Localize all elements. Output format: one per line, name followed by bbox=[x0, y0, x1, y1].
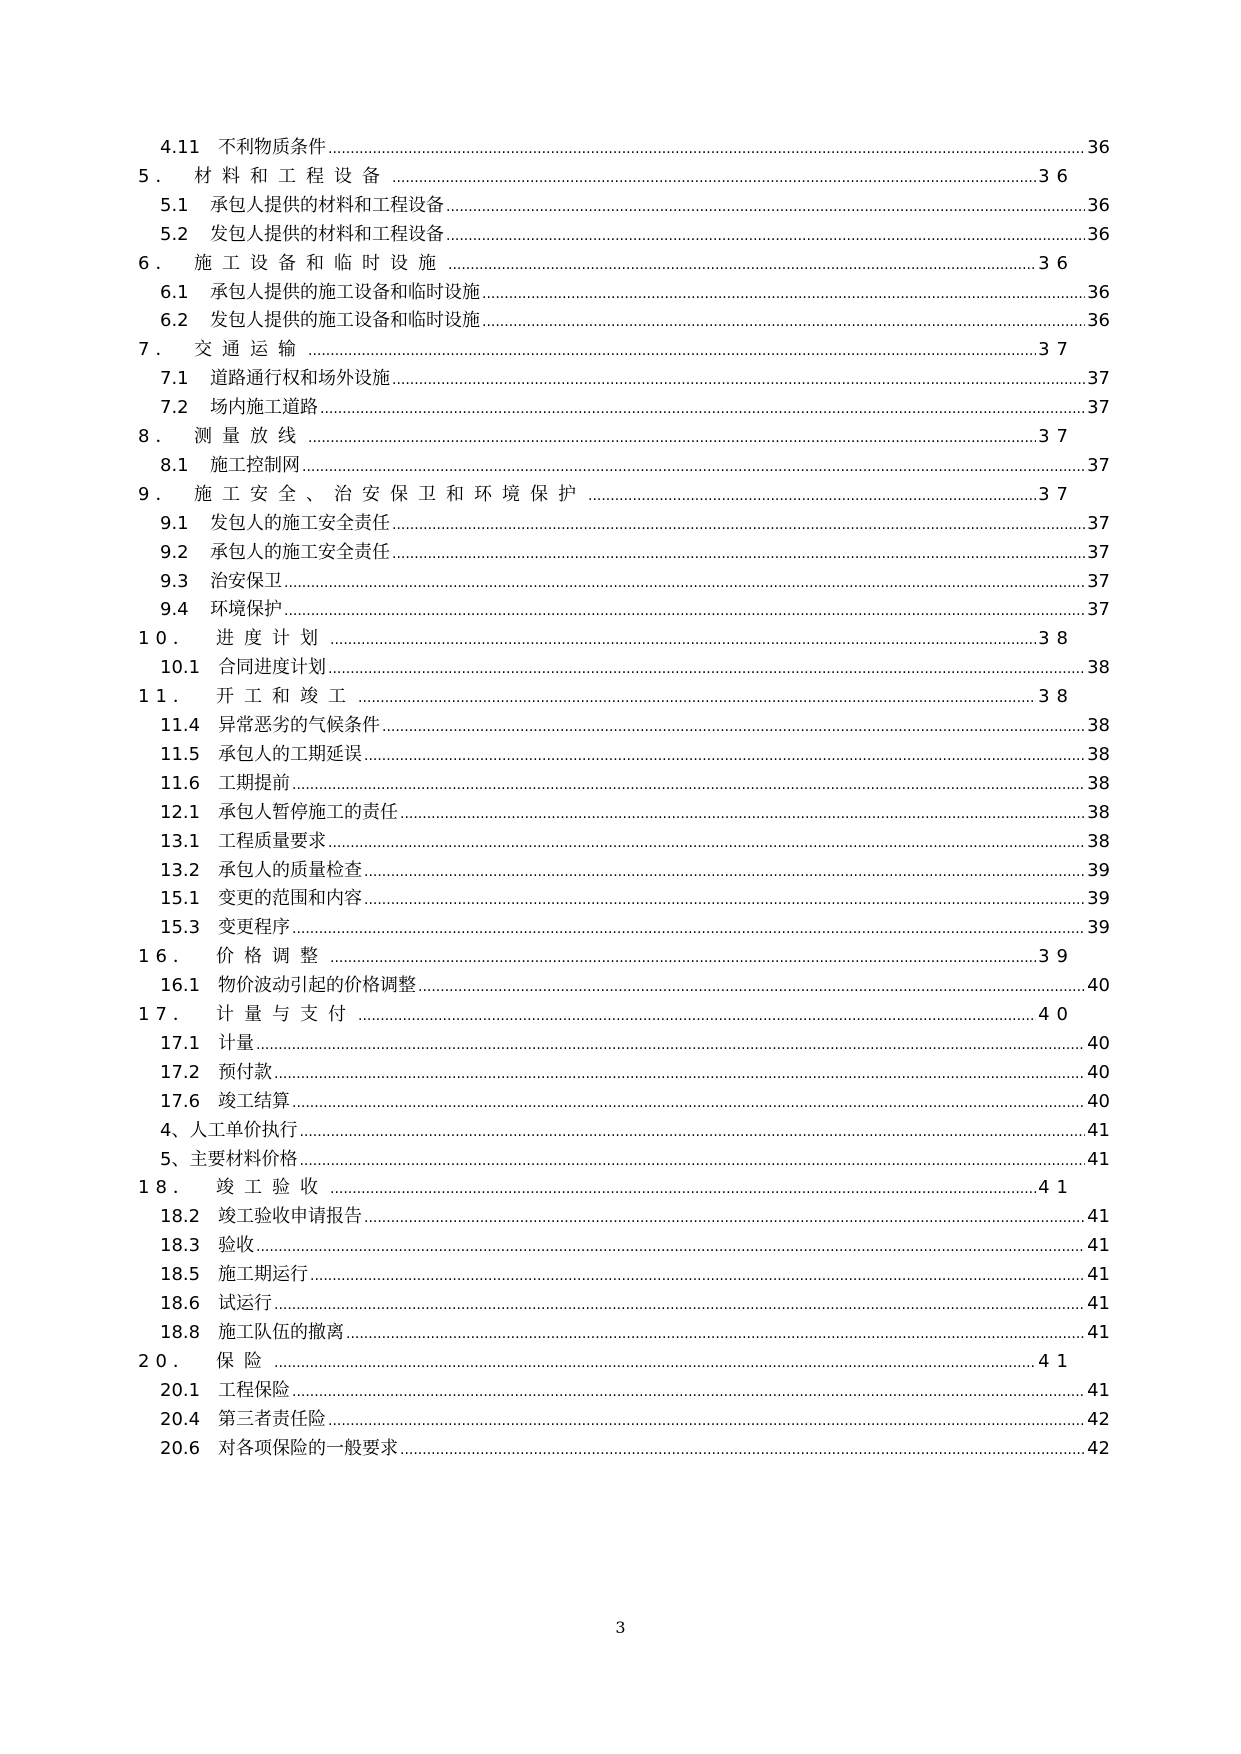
toc-entry-page: 39 bbox=[1038, 946, 1075, 968]
toc-dot-leader bbox=[392, 165, 1036, 191]
toc-dot-leader bbox=[588, 483, 1036, 509]
toc-entry[interactable] bbox=[160, 858, 1110, 884]
toc-dot-leader bbox=[330, 945, 1036, 971]
toc-entry-number: 5.1 bbox=[160, 194, 189, 216]
toc-entry-page: 38 bbox=[1087, 772, 1110, 794]
toc-entry[interactable] bbox=[160, 1204, 1110, 1230]
toc-entry-page: 36 bbox=[1087, 223, 1110, 245]
toc-entry[interactable] bbox=[160, 1031, 1110, 1057]
toc-entry[interactable] bbox=[138, 424, 1075, 450]
toc-dot-leader bbox=[382, 714, 1085, 740]
toc-entry[interactable] bbox=[138, 1175, 1075, 1201]
toc-dot-leader bbox=[448, 252, 1036, 278]
toc-entry-number: 15.1 bbox=[160, 888, 201, 910]
toc-entry-number: 11.5 bbox=[160, 743, 201, 765]
toc-dot-leader bbox=[364, 859, 1085, 885]
toc-entry-title: 道路通行权和场外设施 bbox=[210, 368, 390, 390]
toc-dot-leader bbox=[292, 916, 1085, 942]
toc-entry[interactable] bbox=[160, 771, 1110, 797]
toc-entry-number: 16． bbox=[138, 946, 197, 968]
toc-dot-leader bbox=[256, 1032, 1085, 1058]
toc-entry-page: 36 bbox=[1038, 252, 1075, 274]
toc-entry-title: 承包人的质量检查 bbox=[218, 859, 362, 881]
toc-entry[interactable] bbox=[160, 1118, 1110, 1144]
toc-entry-number: 18． bbox=[138, 1177, 197, 1199]
toc-entry[interactable] bbox=[160, 280, 1110, 306]
toc-entry-title: 承包人暂停施工的责任 bbox=[218, 801, 398, 823]
toc-dot-leader bbox=[308, 425, 1036, 451]
toc-entry[interactable] bbox=[138, 251, 1075, 277]
toc-entry-title: 治安保卫 bbox=[210, 570, 282, 592]
toc-entry-number: 13.1 bbox=[160, 830, 201, 852]
toc-dot-leader bbox=[392, 367, 1085, 393]
toc-entry-page: 41 bbox=[1087, 1148, 1110, 1170]
toc-entry-number: 11.4 bbox=[160, 715, 201, 736]
toc-entry[interactable] bbox=[160, 742, 1110, 768]
toc-entry-number: 13.2 bbox=[160, 859, 201, 881]
toc-entry-page: 37 bbox=[1038, 426, 1075, 447]
toc-entry-number: 15.3 bbox=[160, 917, 201, 939]
toc-dot-leader bbox=[284, 570, 1085, 596]
toc-entry-title: 发包人提供的施工设备和临时设施 bbox=[210, 310, 480, 332]
toc-dot-leader bbox=[320, 396, 1085, 422]
toc-dot-leader bbox=[274, 1292, 1085, 1318]
toc-entry-number: 18.6 bbox=[160, 1293, 201, 1314]
toc-dot-leader bbox=[302, 454, 1085, 480]
toc-dot-leader bbox=[328, 1408, 1085, 1434]
toc-dot-leader bbox=[299, 1148, 1085, 1174]
toc-dot-leader bbox=[400, 801, 1085, 827]
toc-dot-leader bbox=[446, 194, 1085, 220]
page-number: 3 bbox=[615, 1618, 626, 1637]
toc-dot-leader bbox=[328, 136, 1085, 162]
toc-entry[interactable] bbox=[160, 453, 1110, 479]
toc-entry[interactable] bbox=[160, 395, 1110, 421]
toc-entry-number: 6.2 bbox=[160, 310, 189, 332]
toc-entry-page: 36 bbox=[1087, 194, 1110, 216]
toc-dot-leader bbox=[346, 1321, 1085, 1347]
toc-entry-number: 6.1 bbox=[160, 281, 189, 303]
toc-entry-title: 竣工验收申请报告 bbox=[218, 1206, 362, 1228]
toc-entry-number: 9.3 bbox=[160, 570, 189, 592]
toc-entry[interactable] bbox=[138, 1349, 1075, 1375]
toc-entry[interactable] bbox=[160, 366, 1110, 392]
toc-entry-title: 场内施工道路 bbox=[210, 397, 318, 419]
toc-entry-number: 16.1 bbox=[160, 975, 201, 997]
toc-entry-title: 环境保护 bbox=[210, 599, 282, 621]
toc-entry-page: 40 bbox=[1087, 1061, 1110, 1083]
toc-entry-number: 18.3 bbox=[160, 1235, 201, 1257]
toc-entry[interactable] bbox=[138, 684, 1075, 710]
toc-entry-title: 工程保险 bbox=[218, 1379, 290, 1401]
toc-entry[interactable] bbox=[160, 1060, 1110, 1086]
toc-entry-page: 37 bbox=[1038, 483, 1075, 505]
toc-entry-number: 17． bbox=[138, 1004, 197, 1025]
toc-entry[interactable] bbox=[160, 1320, 1110, 1346]
toc-entry-title: 施工队伍的撤离 bbox=[218, 1321, 344, 1343]
toc-entry[interactable] bbox=[138, 337, 1075, 363]
toc-entry-page: 39 bbox=[1087, 917, 1110, 939]
toc-entry[interactable] bbox=[160, 569, 1110, 595]
toc-dot-leader bbox=[328, 656, 1085, 682]
toc-entry-page: 42 bbox=[1087, 1408, 1110, 1430]
toc-entry-title: 价格调整 bbox=[216, 946, 328, 968]
toc-entry-title: 承包人的工期延误 bbox=[218, 743, 362, 765]
toc-entry-number: 12.1 bbox=[160, 801, 201, 823]
toc-entry-title: 材料和工程设备 bbox=[194, 165, 390, 187]
toc-dot-leader bbox=[256, 1234, 1085, 1260]
toc-dot-leader bbox=[392, 541, 1085, 567]
toc-entry-page: 37 bbox=[1087, 541, 1110, 563]
toc-dot-leader bbox=[328, 830, 1085, 856]
toc-entry-page: 41 bbox=[1087, 1293, 1110, 1314]
toc-entry-page: 40 bbox=[1087, 1090, 1110, 1112]
toc-entry-title: 5、主要材料价格 bbox=[160, 1148, 298, 1170]
toc-dot-leader bbox=[299, 1119, 1085, 1145]
toc-entry[interactable] bbox=[138, 1002, 1075, 1028]
toc-dot-leader bbox=[308, 338, 1036, 364]
toc-dot-leader bbox=[330, 627, 1036, 653]
toc-entry-page: 37 bbox=[1087, 368, 1110, 390]
toc-entry-title: 对各项保险的一般要求 bbox=[218, 1437, 398, 1459]
toc-entry-title: 验收 bbox=[218, 1235, 254, 1257]
toc-entry-title: 测量放线 bbox=[194, 426, 306, 447]
toc-entry-page: 37 bbox=[1087, 397, 1110, 419]
toc-entry-number: 11． bbox=[138, 686, 197, 708]
toc-entry[interactable] bbox=[160, 540, 1110, 566]
toc-entry[interactable] bbox=[138, 482, 1075, 508]
toc-entry-number: 20.1 bbox=[160, 1379, 201, 1401]
toc-entry-number: 7.1 bbox=[160, 368, 189, 390]
toc-entry-page: 41 bbox=[1087, 1379, 1110, 1401]
toc-entry-number: 18.8 bbox=[160, 1321, 201, 1343]
toc-dot-leader bbox=[274, 1350, 1036, 1376]
toc-entry-title: 不利物质条件 bbox=[218, 137, 326, 158]
toc-entry-title: 物价波动引起的价格调整 bbox=[218, 975, 416, 997]
toc-entry-number: 7． bbox=[138, 339, 180, 361]
toc-entry-number: 5． bbox=[138, 165, 180, 187]
toc-entry-page: 37 bbox=[1087, 512, 1110, 534]
toc-dot-leader bbox=[392, 512, 1085, 538]
toc-entry-title: 发包人提供的材料和工程设备 bbox=[210, 223, 444, 245]
toc-entry-title: 竣工结算 bbox=[218, 1090, 290, 1112]
toc-entry-page: 39 bbox=[1087, 888, 1110, 910]
toc-entry-title: 第三者责任险 bbox=[218, 1408, 326, 1430]
toc-dot-leader bbox=[310, 1263, 1085, 1289]
toc-entry[interactable] bbox=[160, 597, 1110, 623]
toc-entry-title: 4、人工单价执行 bbox=[160, 1119, 298, 1141]
toc-entry-page: 41 bbox=[1087, 1321, 1110, 1343]
toc-entry[interactable] bbox=[160, 713, 1110, 739]
toc-entry-page: 37 bbox=[1087, 454, 1110, 476]
toc-entry-title: 发包人的施工安全责任 bbox=[210, 512, 390, 534]
toc-entry-page: 41 bbox=[1038, 1177, 1075, 1199]
toc-entry-page: 41 bbox=[1087, 1119, 1110, 1141]
toc-entry-number: 17.6 bbox=[160, 1090, 201, 1112]
toc-entry-page: 38 bbox=[1087, 830, 1110, 852]
toc-dot-leader bbox=[418, 974, 1085, 1000]
toc-entry-page: 39 bbox=[1087, 859, 1110, 881]
toc-entry-page: 37 bbox=[1087, 599, 1110, 621]
toc-dot-leader bbox=[482, 281, 1085, 307]
toc-entry-title: 计量与支付 bbox=[216, 1004, 356, 1025]
toc-entry-page: 38 bbox=[1087, 743, 1110, 765]
toc-dot-leader bbox=[364, 887, 1085, 913]
toc-entry-number: 9.4 bbox=[160, 599, 189, 621]
toc-entry[interactable] bbox=[160, 655, 1110, 681]
toc-entry[interactable] bbox=[138, 944, 1075, 970]
toc-dot-leader bbox=[284, 598, 1085, 624]
toc-entry-page: 36 bbox=[1087, 310, 1110, 332]
toc-entry-page: 37 bbox=[1087, 570, 1110, 592]
toc-entry-page: 40 bbox=[1087, 1032, 1110, 1054]
toc-entry-number: 10.1 bbox=[160, 657, 201, 679]
toc-entry-page: 36 bbox=[1087, 137, 1110, 158]
toc-entry[interactable] bbox=[160, 915, 1110, 941]
toc-entry[interactable] bbox=[160, 222, 1110, 248]
toc-entry-page: 40 bbox=[1087, 975, 1110, 997]
toc-entry[interactable] bbox=[138, 164, 1075, 190]
toc-entry[interactable] bbox=[160, 511, 1110, 537]
toc-entry-title: 交通运输 bbox=[194, 339, 306, 361]
toc-entry-number: 18.2 bbox=[160, 1206, 201, 1228]
toc-entry[interactable] bbox=[160, 135, 1110, 161]
toc-entry-number: 11.6 bbox=[160, 772, 201, 794]
toc-entry-number: 5.2 bbox=[160, 223, 189, 245]
toc-entry-title: 工程质量要求 bbox=[218, 830, 326, 852]
toc-entry-number: 20.6 bbox=[160, 1437, 201, 1459]
toc-entry-title: 计量 bbox=[218, 1032, 254, 1054]
toc-entry-title: 试运行 bbox=[218, 1293, 272, 1314]
toc-entry-title: 变更程序 bbox=[218, 917, 290, 939]
toc-entry-number: 10． bbox=[138, 628, 197, 650]
toc-entry-page: 41 bbox=[1087, 1206, 1110, 1228]
toc-entry[interactable] bbox=[160, 193, 1110, 219]
toc-entry-number: 17.1 bbox=[160, 1032, 201, 1054]
toc-entry-title: 施工设备和临时设施 bbox=[194, 252, 446, 274]
toc-dot-leader bbox=[400, 1437, 1085, 1463]
toc-entry-number: 9.1 bbox=[160, 512, 189, 534]
toc-entry-title: 变更的范围和内容 bbox=[218, 888, 362, 910]
toc-entry-page: 41 bbox=[1087, 1235, 1110, 1257]
toc-entry-page: 36 bbox=[1087, 281, 1110, 303]
toc-entry-page: 42 bbox=[1087, 1437, 1110, 1459]
toc-entry-title: 保险 bbox=[216, 1350, 272, 1372]
toc-entry-number: 17.2 bbox=[160, 1061, 201, 1083]
toc-entry-page: 41 bbox=[1087, 1264, 1110, 1286]
toc-entry[interactable] bbox=[160, 1147, 1110, 1173]
toc-entry[interactable] bbox=[160, 800, 1110, 826]
toc-entry-title: 异常恶劣的气候条件 bbox=[218, 715, 380, 736]
toc-entry-title: 竣工验收 bbox=[216, 1177, 328, 1199]
toc-dot-leader bbox=[274, 1061, 1085, 1087]
toc-entry-title: 合同进度计划 bbox=[218, 657, 326, 679]
toc-entry[interactable] bbox=[138, 626, 1075, 652]
toc-entry[interactable] bbox=[160, 1262, 1110, 1288]
toc-entry-page: 37 bbox=[1038, 339, 1075, 361]
toc-entry-page: 38 bbox=[1087, 715, 1110, 736]
toc-entry-page: 40 bbox=[1038, 1004, 1075, 1025]
toc-entry-title: 施工安全、治安保卫和环境保护 bbox=[194, 483, 586, 505]
toc-dot-leader bbox=[330, 1176, 1036, 1202]
toc-entry[interactable] bbox=[160, 973, 1110, 999]
toc-entry[interactable] bbox=[160, 1089, 1110, 1115]
toc-entry-title: 进度计划 bbox=[216, 628, 328, 650]
toc-entry-title: 施工期运行 bbox=[218, 1264, 308, 1286]
toc-entry[interactable] bbox=[160, 1407, 1110, 1433]
toc-entry-number: 7.2 bbox=[160, 397, 189, 419]
toc-entry-page: 38 bbox=[1087, 657, 1110, 679]
toc-entry-number: 6． bbox=[138, 252, 180, 274]
toc-entry-title: 施工控制网 bbox=[210, 454, 300, 476]
toc-entry-number: 8． bbox=[138, 426, 180, 447]
toc-entry[interactable] bbox=[160, 1291, 1110, 1317]
toc-entry-title: 承包人的施工安全责任 bbox=[210, 541, 390, 563]
toc-entry-page: 38 bbox=[1087, 801, 1110, 823]
toc-entry-number: 9.2 bbox=[160, 541, 189, 563]
toc-dot-leader bbox=[292, 1379, 1085, 1405]
toc-entry-title: 工期提前 bbox=[218, 772, 290, 794]
toc-dot-leader bbox=[364, 743, 1085, 769]
toc-entry-number: 20.4 bbox=[160, 1408, 201, 1430]
toc-dot-leader bbox=[292, 772, 1085, 798]
toc-entry[interactable] bbox=[160, 886, 1110, 912]
toc-entry-page: 36 bbox=[1038, 165, 1075, 187]
toc-entry-number: 20． bbox=[138, 1350, 197, 1372]
toc-dot-leader bbox=[358, 1003, 1036, 1029]
toc-entry-number: 8.1 bbox=[160, 454, 189, 476]
toc-entry-number: 9． bbox=[138, 483, 180, 505]
toc-entry[interactable] bbox=[160, 1378, 1110, 1404]
toc-entry-title: 预付款 bbox=[218, 1061, 272, 1083]
toc-entry-page: 38 bbox=[1038, 628, 1075, 650]
toc-entry-number: 18.5 bbox=[160, 1264, 201, 1286]
toc-entry[interactable] bbox=[160, 1233, 1110, 1259]
toc-dot-leader bbox=[446, 223, 1085, 249]
toc-dot-leader bbox=[482, 309, 1085, 335]
toc-entry-title: 承包人提供的施工设备和临时设施 bbox=[210, 281, 480, 303]
toc-entry[interactable] bbox=[160, 1436, 1110, 1462]
toc-entry-page: 41 bbox=[1038, 1350, 1075, 1372]
toc-entry-page: 38 bbox=[1038, 686, 1075, 708]
toc-entry[interactable] bbox=[160, 308, 1110, 334]
toc-entry-title: 承包人提供的材料和工程设备 bbox=[210, 194, 444, 216]
toc-dot-leader bbox=[358, 685, 1036, 711]
toc-dot-leader bbox=[292, 1090, 1085, 1116]
toc-entry-title: 开工和竣工 bbox=[216, 686, 356, 708]
toc-dot-leader bbox=[364, 1205, 1085, 1231]
toc-entry-number: 4.11 bbox=[160, 137, 201, 158]
toc-entry[interactable] bbox=[160, 829, 1110, 855]
